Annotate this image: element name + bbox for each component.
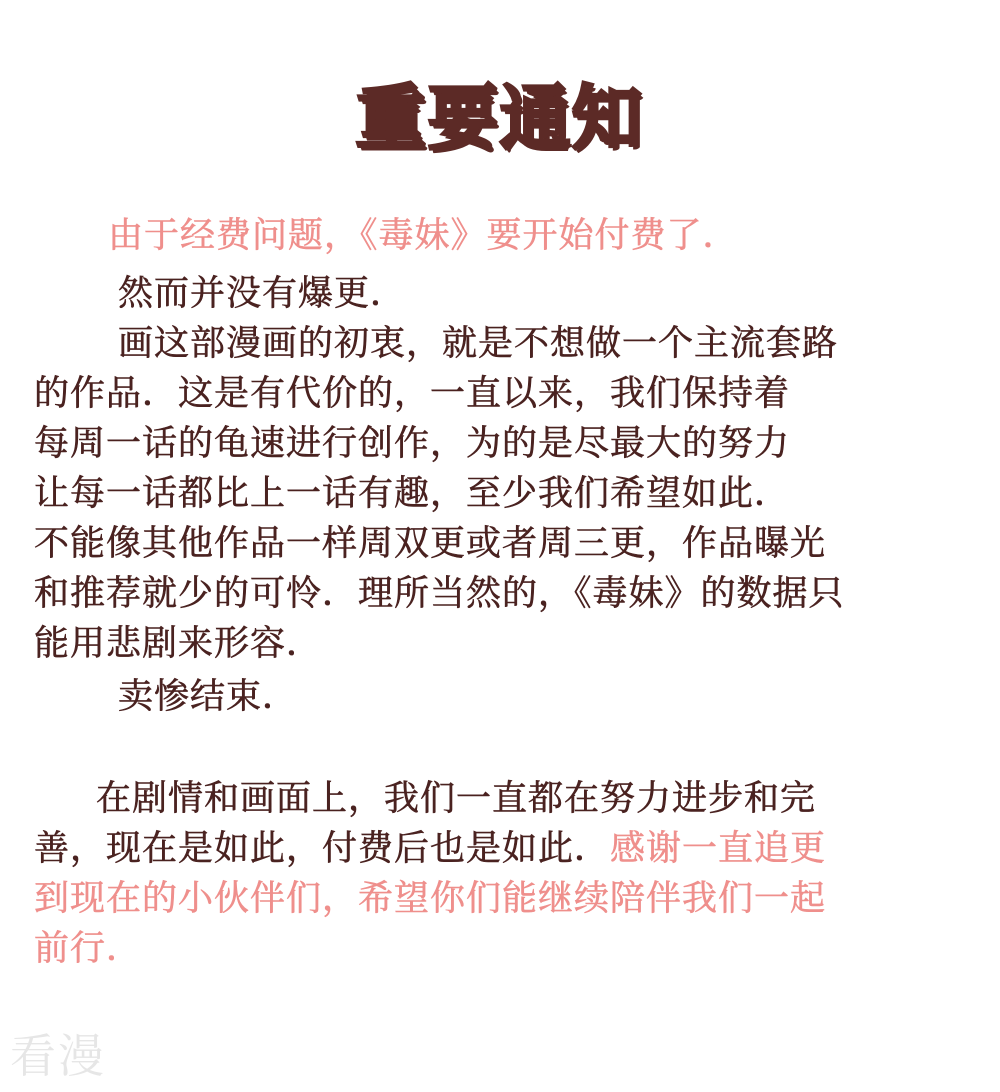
notice-line: 卖惨结束． [118,677,299,717]
watermark-text: 看漫 [10,1029,106,1083]
notice-title: 重要通知 [356,77,644,159]
notice-line: 和推荐就少的可怜．理所当然的，《毒妹》的数据只 [34,574,845,614]
notice-highlight-text: 感谢一直追更 [610,829,827,869]
notice-line: 然而并没有爆更． [118,274,407,314]
notice-text: 善，现在是如此，付费后也是如此． [34,829,611,869]
notice-line: 在剧情和画面上，我们一直都在努力进步和完 [96,779,817,819]
notice-line: 的作品．这是有代价的，一直以来，我们保持着 [34,374,791,414]
notice-line: 画这部漫画的初衷，就是不想做一个主流套路 [118,324,839,364]
notice-line: 能用悲剧来形容． [34,624,323,664]
notice-highlight-line: 到现在的小伙伴们，希望你们能继续陪伴我们一起 [34,879,827,919]
notice-line: 每周一话的龟速进行创作，为的是尽最大的努力 [34,424,791,464]
notice-highlight-line: 前行． [34,929,143,969]
notice-line: 让每一话都比上一话有趣，至少我们希望如此． [34,474,791,514]
notice-line: 不能像其他作品一样周双更或者周三更，作品曝光 [34,524,827,564]
notice-line [34,827,826,871]
notice-intro-line: 由于经费问题，《毒妹》要开始付费了． [108,216,739,256]
